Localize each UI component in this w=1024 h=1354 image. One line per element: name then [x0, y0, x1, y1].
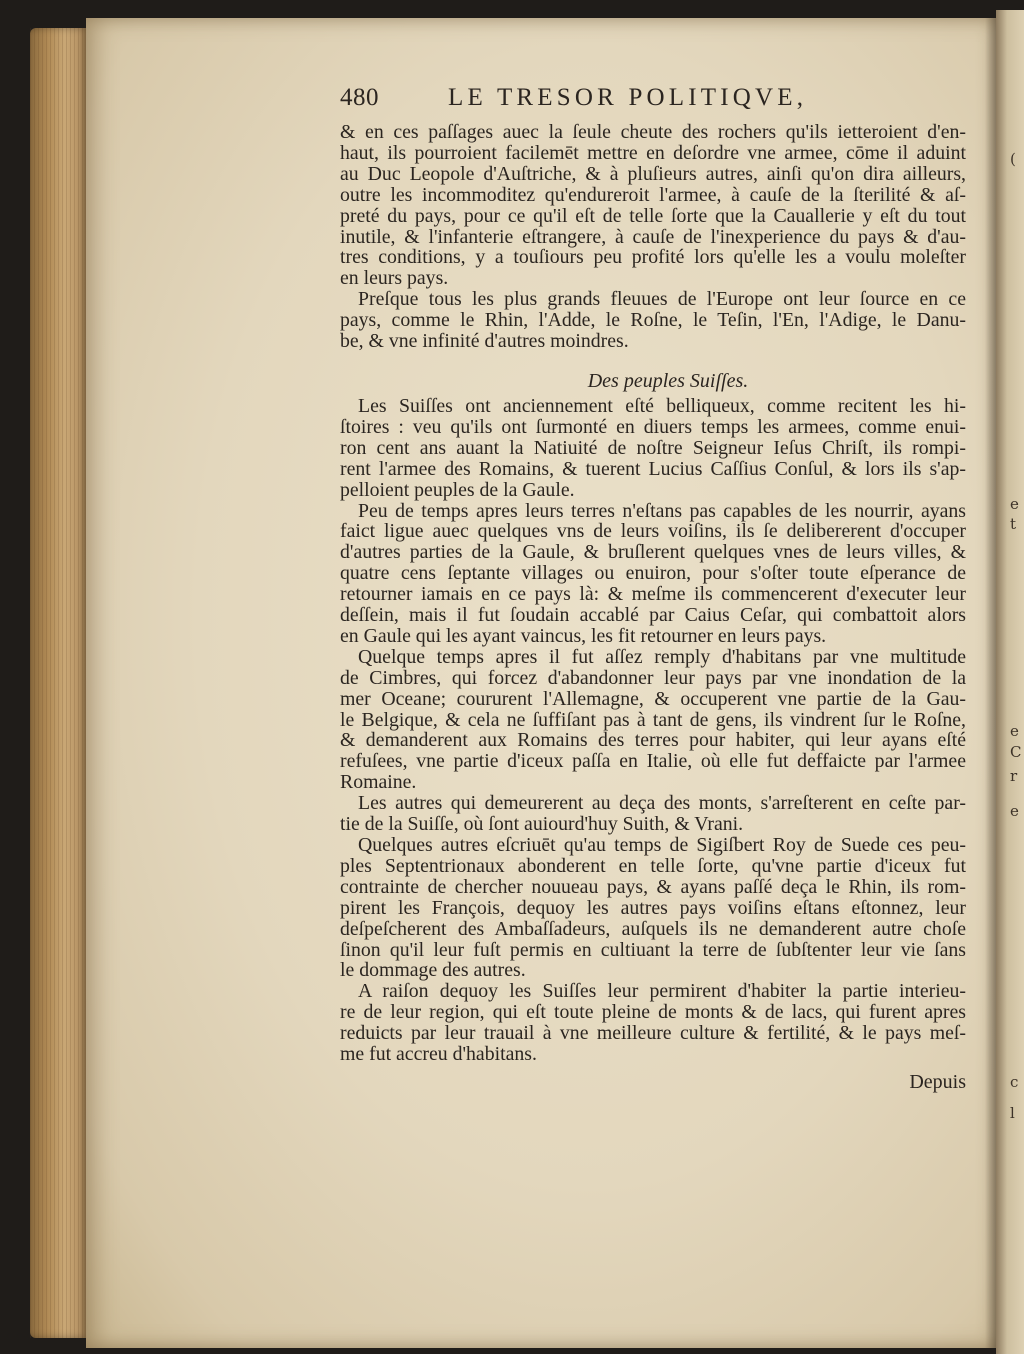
- text-line: faict ligue auec quelques vns de leurs voiſins, ils ſe delibererent d'occuper: [340, 520, 966, 543]
- text-block: [340, 84, 966, 1093]
- text-line: rent l'armee des Romains, & tuerent Lucius Caſſius Conſul, & lors ils s'ap-: [340, 457, 966, 480]
- text-line: deſſein, mais il fut ſoudain accablé par Caius Ceſar, qui combattoit alors: [340, 604, 966, 627]
- text-line: Romaine.: [340, 771, 417, 794]
- paragraph-3: [340, 396, 966, 501]
- adjacent-fragment: C: [1010, 743, 1022, 761]
- text-line: preté du pays, pour ce qu'il eſt de telle ſorte que la Cauallerie y eſt du tout: [340, 204, 966, 227]
- text-line: ples Septentrionaux abonderent en telle ſorte, qu'vne partie d'iceux fut: [340, 854, 966, 877]
- text-line: mer Oceane; coururent l'Allemagne, & occuperent vne partie de la Gau-: [340, 687, 966, 710]
- text-line: Les Suiſſes ont anciennement eſté belliqueux, comme recitent les hi-: [358, 394, 966, 417]
- paragraph-6: [340, 793, 966, 835]
- text-line: ſinon qu'il leur fuſt permis en cultiuant la terre de ſubſtenter leur vie ſans: [340, 938, 966, 961]
- text-line: outre les incommoditez qu'endureroit l'armee, à cauſe de la ſterilité & aſ-: [340, 183, 966, 206]
- paragraph-8: [340, 981, 966, 1065]
- adjacent-fragment: e: [1010, 722, 1019, 740]
- text-line: tie de la Suiſſe, où ſont auiourd'huy Suith, & Vrani.: [340, 813, 744, 836]
- text-line: en leurs pays.: [340, 267, 449, 290]
- adjacent-fragment: l: [1010, 1104, 1015, 1122]
- paragraph-7: [340, 835, 966, 981]
- text-line: ſtoires : veu qu'ils ont ſurmonté en diuers temps les armees, comme enui-: [340, 415, 966, 438]
- adjacent-fragment: (: [1010, 150, 1016, 168]
- text-line: haut, ils pourroient facilemēt mettre en deſordre vne armee, cōme il aduint: [340, 141, 966, 164]
- text-line: pirent les François, dequoy les autres pays voiſins eſtans eſtonnez, leur: [340, 896, 966, 919]
- text-line: quatre cens ſeptante villages ou enuiron, pour s'oſter toute eſperance de: [340, 562, 966, 585]
- adjacent-fragment: r: [1010, 767, 1018, 785]
- text-line: contrainte de chercher nouueau pays, & ayans paſſé deça le Rhin, ils rom-: [340, 875, 966, 898]
- text-line: ron cent ans auant la Natiuité de noſtre Seigneur Ieſus Chriſt, ils rompi-: [340, 436, 966, 459]
- text-line: Quelques autres eſcriuēt qu'au temps de Sigiſbert Roy de Suede ces peu-: [358, 834, 966, 856]
- text-line: & demanderent aux Romains des terres pour habiter, qui leur ayans eſté: [340, 729, 966, 752]
- text-line: tres conditions, y a touſiours peu profité lors qu'elle les a voulu moleſter: [340, 246, 966, 269]
- text-line: au Duc Leopole d'Auſtriche, & à pluſieurs autres, ainſi qu'on dira ailleurs,: [340, 162, 966, 185]
- running-title: LE TRESOR POLITIQVE,: [448, 84, 808, 111]
- paragraph-4: [340, 501, 966, 647]
- text-line: le Belgique, & cela ne ſuffiſant pas à tant de gens, ils vindrent ſur le Roſne,: [340, 708, 966, 731]
- text-line: Peu de temps apres leurs terres n'eſtans pas capables de les nourrir, ayans: [358, 499, 966, 522]
- text-line: deſpeſcherent des Ambaſſadeurs, auſquels ils ne demanderent autre choſe: [340, 917, 966, 940]
- text-line: en Gaule qui les ayant vaincus, les fit retourner en leurs pays.: [340, 624, 827, 647]
- text-line: de Cimbres, qui forcez d'abandonner leur pays par vne inondation de la: [340, 666, 966, 689]
- text-line: reduicts par leur trauail à vne meilleure culture & fertilité, & le pays meſ-: [340, 1022, 966, 1045]
- section-heading: Des peuples Suiſſes.: [587, 369, 749, 392]
- text-line: Les autres qui demeurerent au deça des monts, s'arreſterent en ceſte par-: [358, 792, 966, 815]
- text-line: pays, comme le Rhin, l'Adde, le Roſne, le Teſin, l'En, l'Adige, le Danu-: [340, 309, 966, 332]
- text-line: Preſque tous les plus grands fleuues de l'Europe ont leur ſource en ce: [358, 288, 966, 311]
- adjacent-page-edge: [996, 10, 1024, 1354]
- text-line: re de leur region, qui eſt toute pleine de monts & de lacs, qui furent apres: [340, 1001, 966, 1024]
- text-line: & en ces paſſages auec la ſeule cheute des rochers qu'ils ietteroient d'en-: [340, 121, 966, 143]
- text-line: me fut accreu d'habitans.: [340, 1043, 537, 1066]
- adjacent-fragment: t: [1010, 515, 1017, 533]
- text-line: Quelque temps apres il fut aſſez remply d'habitans par vne multitude: [358, 645, 966, 668]
- page-edges: [30, 28, 88, 1338]
- page-number: 480: [340, 84, 379, 111]
- paragraph-5: [340, 647, 966, 793]
- paragraph-1: [340, 122, 966, 289]
- adjacent-fragment: c: [1010, 1073, 1019, 1091]
- catchword: Depuis: [909, 1070, 966, 1093]
- text-line: d'autres parties de la Gaule, & bruſlerent quelques vnes de leurs villes, &: [340, 541, 966, 564]
- text-line: retourner iamais en ce pays là: & meſme ils commencerent d'executer leur: [340, 583, 966, 606]
- text-line: le dommage des autres.: [340, 959, 526, 982]
- text-line: A raiſon dequoy les Suiſſes leur permirent d'habiter la partie interieu-: [358, 980, 966, 1003]
- text-line: refuſees, vne partie d'iceux paſſa en Italie, où elle fut deffaicte par l'armee: [340, 750, 966, 773]
- page-header: [340, 84, 966, 122]
- text-line: be, & vne infinité d'autres moindres.: [340, 330, 629, 353]
- text-line: inutile, & l'infanterie eſtrangere, à cauſe de l'inexperience du pays & d'au-: [340, 225, 966, 248]
- adjacent-fragment: e: [1010, 495, 1019, 513]
- paragraph-2: [340, 289, 966, 352]
- text-line: pelloient peuples de la Gaule.: [340, 478, 575, 501]
- adjacent-fragment: e: [1010, 802, 1019, 820]
